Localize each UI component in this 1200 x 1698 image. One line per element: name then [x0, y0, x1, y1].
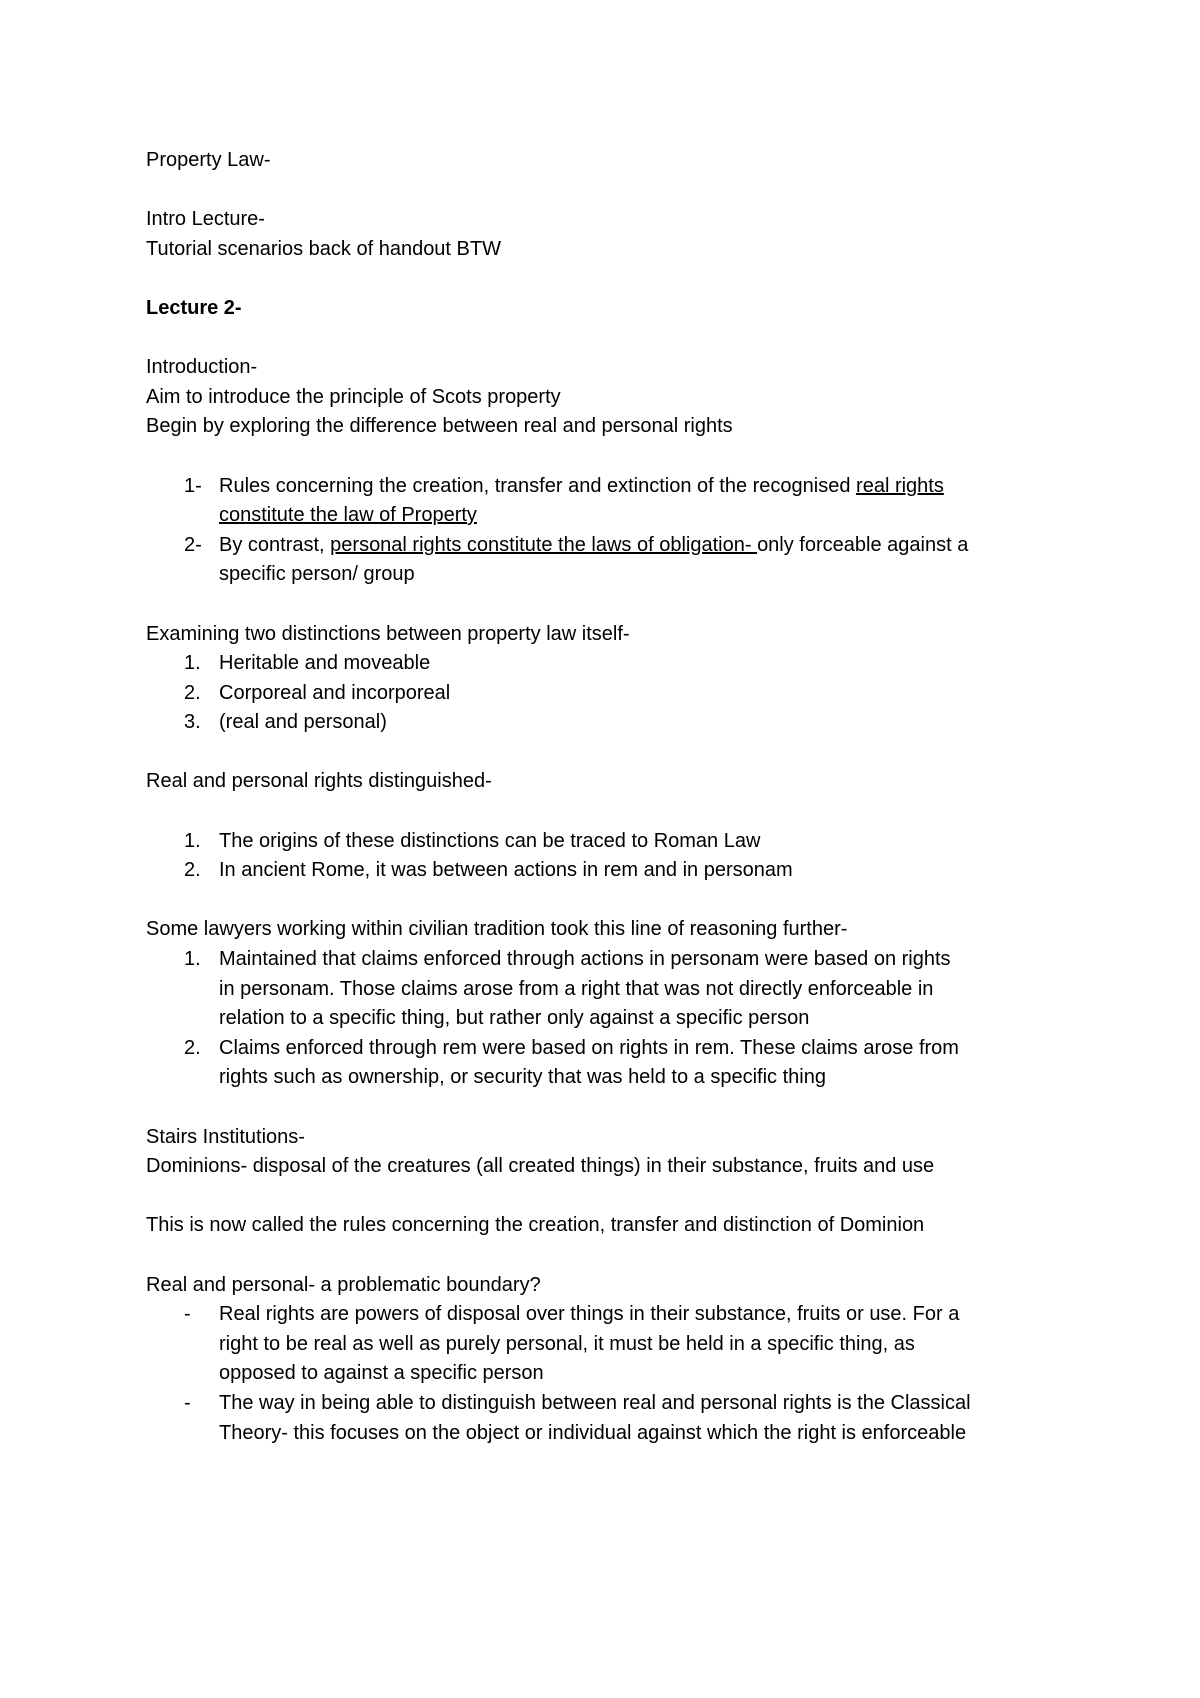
list-marker: 1- — [184, 474, 202, 497]
introduction-line: Aim to introduce the principle of Scots property — [146, 385, 561, 408]
list-item-text: Corporeal and incorporeal — [219, 681, 451, 704]
list-marker: - — [184, 1303, 191, 1326]
list-item-text: only forceable against a — [757, 533, 969, 556]
boundary-heading: Real and personal- a problematic boundary? — [146, 1273, 541, 1296]
list-item-text: opposed to against a specific person — [219, 1362, 544, 1385]
list-item — [146, 856, 1086, 886]
list-marker: 2. — [184, 681, 201, 704]
list-item-text: Theory- this focuses on the object or individual against which the right is enforceable — [219, 1421, 967, 1444]
list-item — [146, 827, 1086, 857]
list-item-text: rights such as ownership, or security that was held to a specific thing — [219, 1066, 826, 1089]
list-item-text: Maintained that claims enforced through actions in personam were based on rights — [219, 948, 951, 971]
underlined-text: constitute the law of Property — [219, 504, 477, 527]
list-item — [146, 945, 1086, 1034]
lawyers-heading: Some lawyers working within civilian tradition took this line of reasoning further- — [146, 918, 848, 941]
intro-heading: Intro Lecture- — [146, 208, 265, 231]
list-marker: 3. — [184, 711, 201, 734]
list-item — [146, 708, 1086, 738]
list-marker: 2. — [184, 859, 201, 882]
list-item — [146, 1389, 1086, 1448]
dominions-line: Dominions- disposal of the creatures (all created things) in their substance, fruits and use — [146, 1155, 935, 1178]
list-item-text: (real and personal) — [219, 711, 387, 734]
list-marker: 1. — [184, 829, 201, 852]
list-item-text: specific person/ group — [219, 563, 415, 586]
document-title: Property Law- — [146, 149, 271, 171]
list-item — [146, 1300, 1086, 1389]
lecture-heading: Lecture 2- — [146, 296, 242, 319]
list-marker: 1. — [184, 652, 201, 675]
list-marker: 2- — [184, 533, 202, 556]
underlined-text: personal rights constitute the laws of obligation- — [330, 533, 758, 556]
stairs-heading: Stairs Institutions- — [146, 1125, 305, 1148]
list-item-text: right to be real as well as purely personal, it must be held in a specific thing, as — [219, 1332, 915, 1355]
list-item-text: Real rights are powers of disposal over things in their substance, fruits or use. For a — [219, 1303, 960, 1326]
list-item-text: By contrast, — [219, 533, 331, 556]
list-marker: 2. — [184, 1036, 201, 1059]
introduction-heading: Introduction- — [146, 356, 258, 379]
list-item-text: Heritable and moveable — [219, 652, 431, 675]
list-item — [146, 679, 1086, 709]
list-item-text: In ancient Rome, it was between actions in rem and in personam — [219, 859, 793, 882]
list-marker: 1. — [184, 948, 201, 971]
list-item-text: The origins of these distinctions can be traced to Roman Law — [219, 829, 761, 852]
document-body — [146, 146, 1086, 1448]
distinctions-heading: Examining two distinctions between property law itself- — [146, 622, 630, 645]
list-item-text: relation to a specific thing, but rather only against a specific person — [219, 1007, 810, 1030]
list-item — [146, 1034, 1086, 1093]
list-item-text: Claims enforced through rem were based on rights in rem. These claims arose from — [219, 1036, 959, 1059]
list-marker: - — [184, 1391, 191, 1414]
list-item — [146, 531, 1086, 590]
distinguished-heading: Real and personal rights distinguished- — [146, 770, 492, 793]
list-item — [146, 472, 1086, 531]
introduction-line: Begin by exploring the difference between real and personal rights — [146, 415, 733, 438]
list-item-text: The way in being able to distinguish between real and personal rights is the Classical — [219, 1391, 971, 1414]
underlined-text: real rights — [856, 474, 944, 497]
list-item — [146, 649, 1086, 679]
intro-line: Tutorial scenarios back of handout BTW — [146, 237, 501, 260]
list-item-text: in personam. Those claims arose from a right that was not directly enforceable in — [219, 977, 934, 1000]
list-item-text: Rules concerning the creation, transfer and extinction of the recognised — [219, 474, 857, 497]
now-called-line: This is now called the rules concerning the creation, transfer and distinction of Dominion — [146, 1214, 925, 1237]
